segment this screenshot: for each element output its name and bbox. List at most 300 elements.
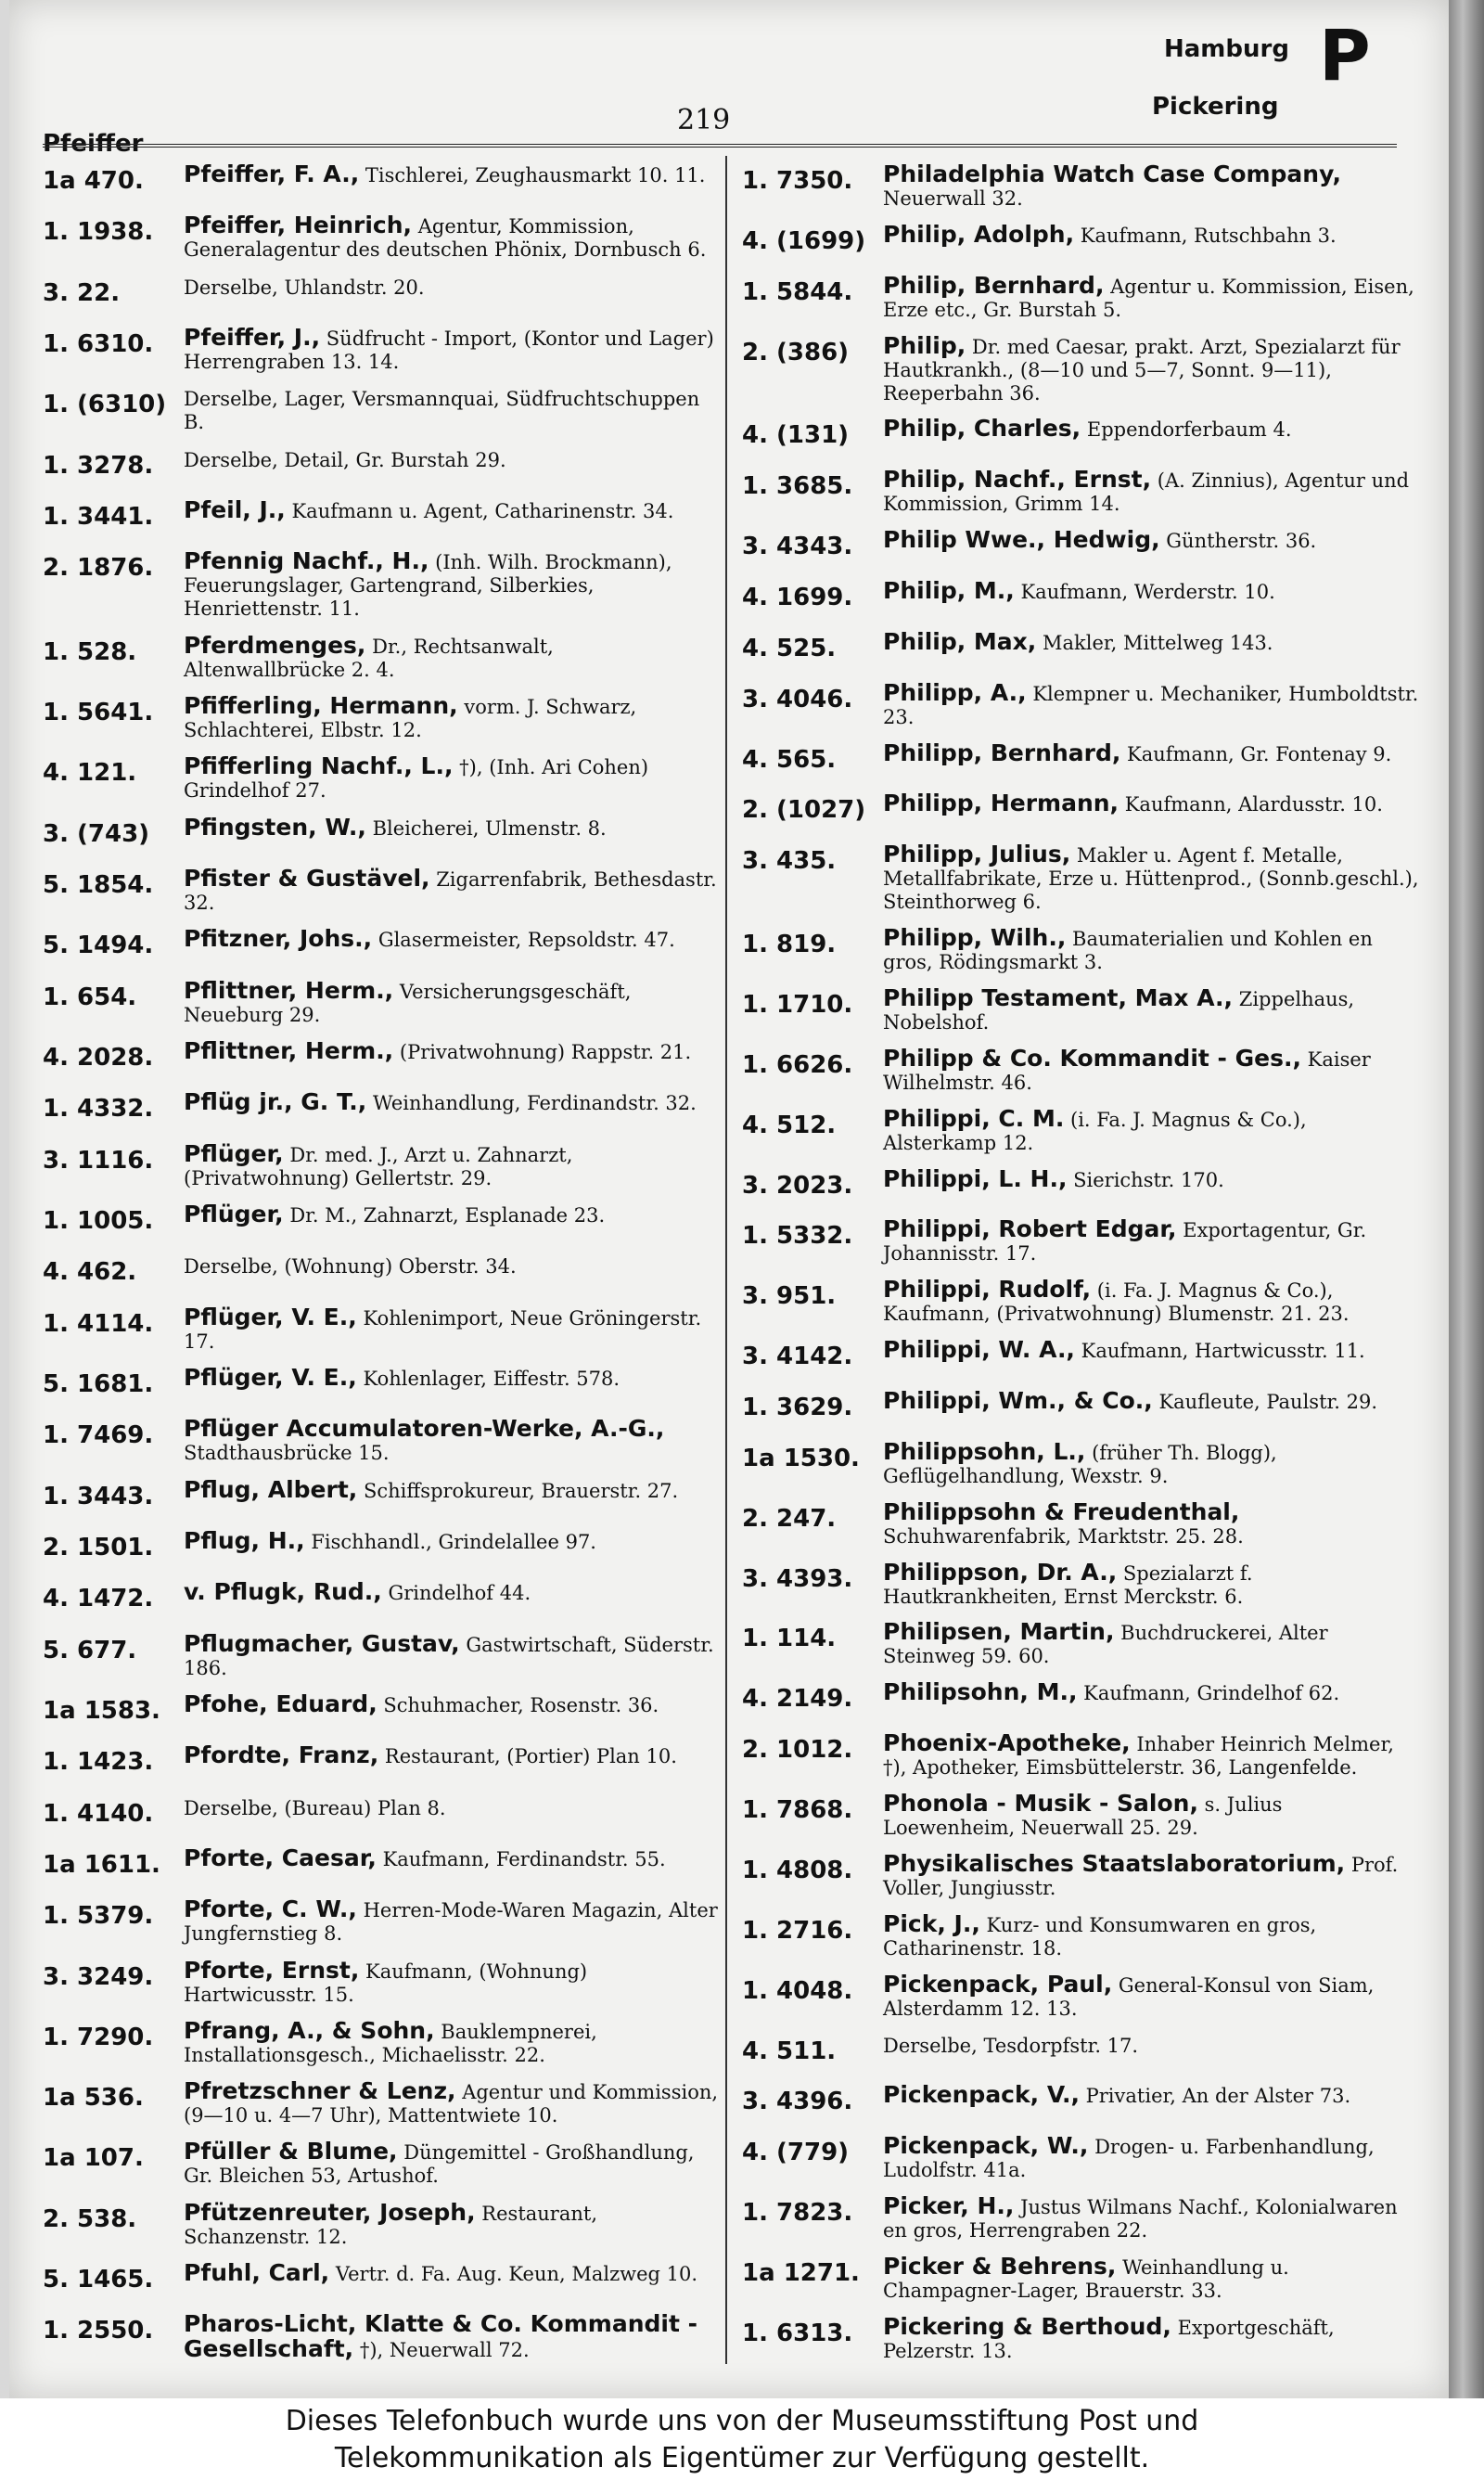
directory-entry xyxy=(742,1338,1419,1377)
entry-details: Schuhwarenfabrik, Marktstr. 25. 28. xyxy=(883,1524,1244,1548)
entry-details: Kaufmann, Hartwicusstr. 11. xyxy=(1081,1340,1365,1363)
entry-text xyxy=(883,468,1419,516)
entry-details: Exportgeschäft, Pelzerstr. 13. xyxy=(883,2316,1335,2362)
entry-text xyxy=(883,331,1419,405)
entry-name: Pfitzner, Johs., xyxy=(184,925,373,953)
phone-number: 1a 107. xyxy=(43,2144,144,2173)
entry-details: Derselbe, Uhlandstr. 20. xyxy=(184,276,425,299)
directory-entry xyxy=(43,1580,720,1619)
phone-number: 2. 1876. xyxy=(43,554,154,583)
phone-number: 4. 511. xyxy=(742,2037,837,2065)
entry-details: (Inh. Wilh. Brockmann), Feuerungslager, Gartengrand, Silberkies, Henriettenstr. 11. xyxy=(184,551,672,621)
entry-name: Philippi, Robert Edgar, xyxy=(883,1215,1177,1243)
phone-number: 4. (779) xyxy=(742,2139,850,2167)
entry-text xyxy=(184,2261,720,2286)
phone-number: 3. (743) xyxy=(43,819,150,848)
entry-text xyxy=(184,1139,720,1190)
entry-details: Schiffsprokureur, Brauerstr. 27. xyxy=(363,1479,679,1502)
entry-text xyxy=(883,2252,1419,2303)
entry-details: Eppendorferbaum 4. xyxy=(1086,418,1292,442)
entry-name: Pfifferling Nachf., L., xyxy=(184,752,454,780)
entry-name: Pfingsten, W., xyxy=(184,813,366,841)
entry-name: Pflittner, Herm., xyxy=(184,976,394,1004)
entry-details: (früher Th. Blogg), Geflügelhandlung, Wexstr. 9. xyxy=(883,1441,1277,1487)
directory-entry xyxy=(43,1475,720,1517)
entry-text xyxy=(184,1629,720,1680)
directory-entry xyxy=(742,1217,1419,1266)
entry-details: (i. Fa. J. Magnus & Co.), Kaufmann, (Privatwohnung) Blumenstr. 21. 23. xyxy=(883,1279,1350,1326)
entry-name: Pfifferling, Hermann, xyxy=(184,691,458,719)
entry-name: Philipsohn, M., xyxy=(883,1678,1078,1706)
column-divider xyxy=(725,156,727,2364)
directory-entry xyxy=(742,2312,1419,2363)
entry-details: Bauklempnerei, Installationsgesch., Michaelisstr. 22. xyxy=(184,2020,597,2066)
directory-entry xyxy=(742,579,1419,618)
entry-name: Pforte, Caesar, xyxy=(184,1844,377,1871)
phone-number: 5. 1494. xyxy=(43,932,154,960)
entry-details: Kaufmann, (Wohnung) Hartwicusstr. 15. xyxy=(184,1960,588,2006)
directory-entry xyxy=(43,1417,720,1465)
phone-number: 1. 4332. xyxy=(43,1095,154,1124)
directory-entry xyxy=(43,2261,720,2300)
entry-text xyxy=(184,386,720,434)
directory-entry xyxy=(43,1036,720,1078)
entry-details: Kurz- und Konsumwaren en gros, Catharinenstr. 18. xyxy=(883,1913,1317,1960)
directory-entry xyxy=(43,1305,720,1354)
directory-entry xyxy=(742,1044,1419,1095)
entry-text xyxy=(184,1202,720,1227)
entry-name: Pflüger Accumulatoren-Werke, A.-G., xyxy=(184,1415,665,1443)
entry-details: Spezialarzt f. Hautkrankheiten, Ernst Merckstr. 6. xyxy=(883,1561,1253,1608)
entry-details: Buchdruckerei, Alter Steinweg 59. 60. xyxy=(883,1622,1328,1668)
phone-number: 2. 247. xyxy=(742,1504,837,1533)
entry-details: Derselbe, (Bureau) Plan 8. xyxy=(184,1796,446,1819)
entry-text xyxy=(883,1497,1419,1548)
phone-number: 1. 1938. xyxy=(43,218,154,247)
entry-name: Pfohe, Eduard, xyxy=(184,1690,377,1717)
phone-number: 4. 565. xyxy=(742,745,837,774)
entry-details: Dr. med Caesar, prakt. Arzt, Spezialarzt für Hautkrankh., (8—10 und 5—7, Sonnt. 9—11), Reeperbahn 36. xyxy=(883,335,1401,405)
directory-entry xyxy=(742,2194,1419,2242)
entry-details: Gastwirtschaft, Süderstr. 186. xyxy=(184,1633,714,1679)
entry-name: Philipp, A., xyxy=(883,678,1027,706)
directory-entry xyxy=(43,2016,720,2067)
entry-details: Derselbe, Tesdorpfstr. 17. xyxy=(883,2034,1139,2057)
entry-text xyxy=(883,528,1419,553)
entry-name: Philip, Max, xyxy=(883,627,1037,655)
entry-text xyxy=(184,213,720,262)
directory-entry xyxy=(742,331,1419,405)
entry-details: Kaufmann, Gr. Fontenay 9. xyxy=(1127,742,1392,765)
entry-name: Philippsohn & Freudenthal, xyxy=(883,1497,1240,1525)
entry-name: Phoenix-Apotheke, xyxy=(883,1729,1131,1757)
directory-entry xyxy=(742,1909,1419,1960)
entry-text xyxy=(184,754,720,803)
entry-details: Exportagentur, Gr. Johannisstr. 17. xyxy=(883,1219,1367,1266)
entry-details: vorm. J. Schwarz, Schlachterei, Elbstr. 12. xyxy=(184,695,637,741)
phone-number: 3. 435. xyxy=(742,847,837,876)
column-heading: Pfeiffer xyxy=(43,130,144,158)
phone-number: 5. 1465. xyxy=(43,2266,154,2294)
entry-details: Kohlenlager, Eiffestr. 578. xyxy=(363,1367,620,1390)
entry-name: Philippson, Dr. A., xyxy=(883,1558,1118,1586)
footer-line-2: Telekommunikation als Eigentümer zur Verfügung gestellt. xyxy=(334,2442,1150,2474)
entry-text xyxy=(184,1526,720,1554)
entry-text xyxy=(883,271,1419,322)
entry-text xyxy=(883,417,1419,442)
footer-notice xyxy=(0,2398,1484,2480)
directory-entry xyxy=(742,417,1419,456)
directory-entry xyxy=(742,1731,1419,1780)
directory-entry xyxy=(742,1278,1419,1326)
entry-text xyxy=(184,1580,720,1605)
footer-line-1: Dieses Telefonbuch wurde uns von der Museumsstiftung Post und xyxy=(285,2405,1199,2437)
entry-details: Weinhandlung, Ferdinandstr. 32. xyxy=(372,1092,697,1115)
entry-name: Pfister & Gustävel, xyxy=(184,864,430,892)
phone-number: 4. (1699) xyxy=(742,226,866,255)
phone-number: 1. 2550. xyxy=(43,2317,154,2345)
entry-details: Makler u. Agent f. Metalle, Metallfabrikate, Erze u. Hüttenprod., (Sonnb.geschl.), Steinthorweg 6. xyxy=(883,844,1419,914)
entry-details: Tischlerei, Zeughausmarkt 10. 11. xyxy=(365,164,706,186)
directory-entry xyxy=(43,2079,720,2127)
entry-text xyxy=(883,1680,1419,1705)
phone-number: 1a 1583. xyxy=(43,1696,160,1725)
entry-name: Philippi, C. M. xyxy=(883,1104,1065,1132)
phone-number: 3. 951. xyxy=(742,1282,837,1311)
phone-number: 1a 1271. xyxy=(742,2258,860,2287)
entry-text xyxy=(184,162,720,187)
directory-entry xyxy=(742,1620,1419,1668)
phone-number: 1. 6310. xyxy=(43,329,154,358)
directory-entry xyxy=(43,976,720,1027)
entry-details: Kaufmann, Rutschbahn 3. xyxy=(1080,224,1337,247)
entry-text xyxy=(184,691,720,742)
left-column xyxy=(43,162,720,2375)
phone-number: 1. 1423. xyxy=(43,1748,154,1777)
entry-name: Pharos-Licht, Klatte & Co. Kommandit - Gesellschaft, xyxy=(184,2310,697,2363)
entry-text xyxy=(883,1437,1419,1488)
entry-name: Pfennig Nachf., H., xyxy=(184,547,429,575)
directory-entry xyxy=(742,1164,1419,1206)
entry-text xyxy=(184,275,720,300)
page-header xyxy=(9,0,1449,162)
entry-text xyxy=(883,986,1419,1034)
directory-entry xyxy=(43,2312,720,2362)
entry-text xyxy=(883,1044,1419,1095)
entry-text xyxy=(883,741,1419,766)
entry-name: Pflüg jr., G. T., xyxy=(184,1088,367,1116)
directory-entry xyxy=(43,1795,720,1834)
entry-details: Güntherstr. 36. xyxy=(1166,530,1317,553)
entry-text xyxy=(883,162,1419,211)
entry-name: Pfeiffer, F. A., xyxy=(184,161,360,187)
entry-text xyxy=(184,1795,720,1820)
directory-entry xyxy=(43,495,720,537)
phone-number: 2. (1027) xyxy=(742,796,866,825)
section-letter: P xyxy=(1319,14,1371,96)
entry-details: Restaurant, (Portier) Plan 10. xyxy=(384,1745,677,1768)
entry-details: Kaufmann, Alardusstr. 10. xyxy=(1124,793,1383,816)
phone-number: 1. 6626. xyxy=(742,1050,853,1079)
phone-number: 1. 4808. xyxy=(742,1856,853,1884)
entry-text xyxy=(883,1620,1419,1668)
directory-entry xyxy=(43,1743,720,1782)
entry-name: Philipp, Bernhard, xyxy=(883,739,1121,766)
directory-entry xyxy=(43,549,720,621)
phone-number: 4. 121. xyxy=(43,759,137,788)
directory-entry xyxy=(742,627,1419,669)
entry-name: Picker, H., xyxy=(883,2192,1015,2220)
entry-text xyxy=(184,1846,720,1871)
phone-number: 1. 7868. xyxy=(742,1796,853,1825)
entry-text xyxy=(184,1956,720,2007)
phone-number: 1. 3441. xyxy=(43,502,154,531)
entry-name: Pickenpack, Paul, xyxy=(883,1970,1113,1998)
entry-text xyxy=(184,631,720,682)
phone-number: 1. 7823. xyxy=(742,2199,853,2228)
entry-text xyxy=(883,1104,1419,1155)
phone-number: 1. 7350. xyxy=(742,167,853,195)
entry-name: Philip, Bernhard, xyxy=(883,271,1105,299)
entry-details: Fischhandl., Grindelallee 97. xyxy=(311,1530,596,1553)
entry-details: Vertr. d. Fa. Aug. Keun, Malzweg 10. xyxy=(335,2263,698,2286)
entry-name: Pflüger, xyxy=(184,1139,284,1167)
directory-entry xyxy=(742,1497,1419,1548)
entry-text xyxy=(184,1305,720,1354)
entry-details: Kaufleute, Paulstr. 29. xyxy=(1158,1391,1377,1414)
entry-text xyxy=(883,1972,1419,2021)
entry-details: Kaufmann, Werderstr. 10. xyxy=(1020,581,1275,604)
entry-text xyxy=(883,1558,1419,1609)
entry-name: Pickenpack, V., xyxy=(883,2081,1080,2109)
phone-number: 3. 2023. xyxy=(742,1171,853,1200)
entry-details: Kohlenimport, Neue Gröningerstr. 17. xyxy=(184,1306,702,1353)
entry-details: Dr., Rechtsanwalt, Altenwallbrücke 2. 4. xyxy=(184,635,554,681)
phone-number: 3. 4393. xyxy=(742,1564,853,1593)
entry-details: (Privatwohnung) Rappstr. 21. xyxy=(399,1040,692,1063)
directory-entry xyxy=(43,864,720,915)
entry-name: Pfretzschner & Lenz, xyxy=(184,2077,456,2105)
entry-details: †), Neuerwall 72. xyxy=(359,2339,530,2362)
directory-entry xyxy=(742,220,1419,262)
phone-number: 1. 5641. xyxy=(43,698,154,726)
entry-text xyxy=(184,864,720,915)
directory-entry xyxy=(742,1972,1419,2021)
entry-details: Privatier, An der Alster 73. xyxy=(1085,2085,1351,2108)
entry-text xyxy=(184,2312,720,2362)
entry-name: Pflug, Albert, xyxy=(184,1475,358,1503)
entry-details: Kaufmann u. Agent, Catharinenstr. 34. xyxy=(291,499,674,522)
entry-name: Pflüger, xyxy=(184,1200,284,1227)
entry-text xyxy=(184,927,720,952)
entry-name: Pfeiffer, Heinrich, xyxy=(184,212,413,239)
entry-name: Pfeiffer, J., xyxy=(184,323,321,351)
phone-number: 4. 462. xyxy=(43,1258,137,1287)
directory-page xyxy=(9,0,1449,2398)
entry-details: Grindelhof 44. xyxy=(388,1582,531,1605)
phone-number: 1a 1611. xyxy=(43,1850,160,1879)
entry-text xyxy=(883,1164,1419,1192)
entry-details: s. Julius Loewenheim, Neuerwall 25. 29. xyxy=(883,1793,1283,1840)
entry-text xyxy=(883,842,1419,914)
phone-number: 1. 1005. xyxy=(43,1206,154,1235)
entry-text xyxy=(883,579,1419,604)
entry-text xyxy=(184,549,720,621)
entry-details: Schuhmacher, Rosenstr. 36. xyxy=(383,1693,659,1716)
directory-entry xyxy=(43,447,720,486)
directory-entry xyxy=(43,754,720,803)
range-heading: Pickering xyxy=(1152,93,1279,121)
phone-number: 1. 5332. xyxy=(742,1222,853,1251)
entry-details: Klempner u. Mechaniker, Humboldtstr. 23. xyxy=(883,682,1419,728)
phone-number: 3. 1116. xyxy=(43,1146,154,1175)
directory-entry xyxy=(43,275,720,314)
directory-entry xyxy=(742,468,1419,516)
directory-entry xyxy=(43,162,720,201)
entry-text xyxy=(883,2134,1419,2182)
entry-name: Philipp & Co. Kommandit - Ges., xyxy=(883,1044,1301,1072)
directory-entry xyxy=(43,1692,720,1731)
phone-number: 1. 1710. xyxy=(742,991,853,1020)
phone-number: 4. 2028. xyxy=(43,1043,154,1072)
entry-text xyxy=(184,1417,720,1465)
entry-details: Agentur und Kommission, (9—10 u. 4—7 Uhr), Mattentwiete 10. xyxy=(184,2081,719,2127)
phone-number: 1. 114. xyxy=(742,1625,837,1653)
directory-entry xyxy=(742,1389,1419,1428)
entry-text xyxy=(184,2139,720,2188)
entry-details: Makler, Mittelweg 143. xyxy=(1042,631,1273,654)
page-edge xyxy=(1449,0,1484,2398)
entry-text xyxy=(184,976,720,1027)
entry-name: Philip Wwe., Hedwig, xyxy=(883,526,1160,554)
directory-entry xyxy=(742,791,1419,830)
entry-name: Pfuhl, Carl, xyxy=(184,2259,330,2287)
phone-number: 1a 470. xyxy=(43,167,144,195)
entry-text xyxy=(883,2033,1419,2058)
entry-details: Kaiser Wilhelmstr. 46. xyxy=(883,1047,1371,1094)
phone-number: 5. 677. xyxy=(43,1636,137,1664)
entry-name: Philip, M., xyxy=(883,577,1015,605)
entry-details: Sierichstr. 170. xyxy=(1073,1168,1224,1191)
phone-number: 3. 3249. xyxy=(43,1962,154,1991)
entry-details: Derselbe, (Wohnung) Oberstr. 34. xyxy=(184,1255,517,1279)
entry-name: Philip, Nachf., Ernst, xyxy=(883,466,1152,494)
entry-text xyxy=(184,495,720,523)
entry-text xyxy=(184,1692,720,1717)
entry-text xyxy=(883,1792,1419,1840)
entry-name: Pforte, Ernst, xyxy=(184,1956,360,1984)
phone-number: 5. 1681. xyxy=(43,1369,154,1398)
entry-details: Restaurant, Schanzenstr. 12. xyxy=(184,2202,597,2248)
entry-name: Phonola - Musik - Salon, xyxy=(883,1790,1198,1818)
directory-entry xyxy=(742,162,1419,211)
entry-text xyxy=(184,1743,720,1768)
directory-entry xyxy=(742,2033,1419,2072)
entry-name: Pfordte, Franz, xyxy=(184,1741,379,1769)
entry-name: Pfrang, A., & Sohn, xyxy=(184,2016,435,2044)
entry-name: Pflüger, V. E., xyxy=(184,1363,357,1391)
phone-number: 4. 512. xyxy=(742,1111,837,1139)
entry-text xyxy=(184,2079,720,2127)
entry-name: Philipp, Wilh., xyxy=(883,924,1067,952)
entry-text xyxy=(883,1338,1419,1363)
directory-entry xyxy=(43,1629,720,1680)
entry-name: v. Pflugk, Rud., xyxy=(184,1578,382,1606)
directory-entry xyxy=(742,842,1419,914)
phone-number: 5. 1854. xyxy=(43,870,154,899)
entry-name: Philipp, Hermann, xyxy=(883,790,1119,817)
entry-text xyxy=(883,627,1419,655)
entry-text xyxy=(883,2194,1419,2242)
directory-entry xyxy=(43,927,720,966)
directory-entry xyxy=(43,1956,720,2007)
directory-entry xyxy=(43,691,720,742)
entry-text xyxy=(184,1363,720,1391)
directory-entry xyxy=(742,1792,1419,1840)
entry-name: Physikalisches Staatslaboratorium, xyxy=(883,1849,1346,1877)
directory-entry xyxy=(742,1104,1419,1155)
phone-number: 2. 1501. xyxy=(43,1533,154,1561)
entry-details: Neuerwall 32. xyxy=(883,187,1023,210)
entry-text xyxy=(184,1897,720,1946)
entry-details: Kaufmann, Grindelhof 62. xyxy=(1083,1682,1340,1705)
entry-details: Düngemittel - Großhandlung, Gr. Bleichen 53, Artushof. xyxy=(184,2141,695,2188)
entry-name: Philadelphia Watch Case Company, xyxy=(883,161,1341,187)
entry-details: Baumaterialien und Kohlen en gros, Rödingsmarkt 3. xyxy=(883,928,1373,974)
entry-text xyxy=(184,447,720,472)
entry-details: Derselbe, Detail, Gr. Burstah 29. xyxy=(184,448,506,471)
directory-entry xyxy=(43,631,720,682)
phone-number: 3. 22. xyxy=(43,278,121,307)
right-column xyxy=(742,162,1419,2375)
entry-details: †), (Inh. Ari Cohen) Grindelhof 27. xyxy=(184,756,649,803)
phone-number: 1. 4114. xyxy=(43,1309,154,1338)
entry-text xyxy=(883,926,1419,974)
entry-details: Stadthausbrücke 15. xyxy=(184,1442,390,1465)
directory-entry xyxy=(43,1526,720,1568)
phone-number: 3. 4142. xyxy=(742,1343,853,1371)
entry-name: Pickenpack, W., xyxy=(883,2132,1089,2160)
entry-name: Pforte, C. W., xyxy=(184,1895,357,1923)
entry-details: Zippelhaus, Nobelshof. xyxy=(883,988,1355,1034)
phone-number: 1. 7290. xyxy=(43,2023,154,2051)
phone-number: 1. 2716. xyxy=(742,1916,853,1945)
phone-number: 1. (6310) xyxy=(43,391,167,419)
directory-entry xyxy=(742,926,1419,974)
entry-name: Pfeil, J., xyxy=(184,495,286,523)
entry-text xyxy=(883,1217,1419,1266)
phone-number: 1. 3629. xyxy=(742,1394,853,1422)
phone-number: 1. 3278. xyxy=(43,451,154,480)
entry-name: Pflugmacher, Gustav, xyxy=(184,1629,460,1657)
entry-text xyxy=(184,323,720,374)
phone-number: 3. 4396. xyxy=(742,2088,853,2116)
phone-number: 4. 1699. xyxy=(742,584,853,612)
phone-number: 3. 4046. xyxy=(742,685,853,713)
entry-details: Agentur, Kommission, Generalagentur des deutschen Phönix, Dornbusch 6. xyxy=(184,215,707,262)
entry-text xyxy=(883,791,1419,816)
directory-entry xyxy=(742,986,1419,1034)
phone-number: 4. 2149. xyxy=(742,1685,853,1714)
directory-entry xyxy=(742,2083,1419,2122)
entry-details: Inhaber Heinrich Melmer, †), Apotheker, Eimsbüttelerstr. 36, Langenfelde. xyxy=(883,1733,1394,1780)
entry-name: Pick, J., xyxy=(883,1909,980,1937)
phone-number: 3. 4343. xyxy=(742,533,853,561)
entry-name: Philip, Adolph, xyxy=(883,220,1075,248)
phone-number: 1. 819. xyxy=(742,931,837,959)
entry-name: Pflüger, V. E., xyxy=(184,1303,357,1330)
entry-text xyxy=(883,2312,1419,2363)
